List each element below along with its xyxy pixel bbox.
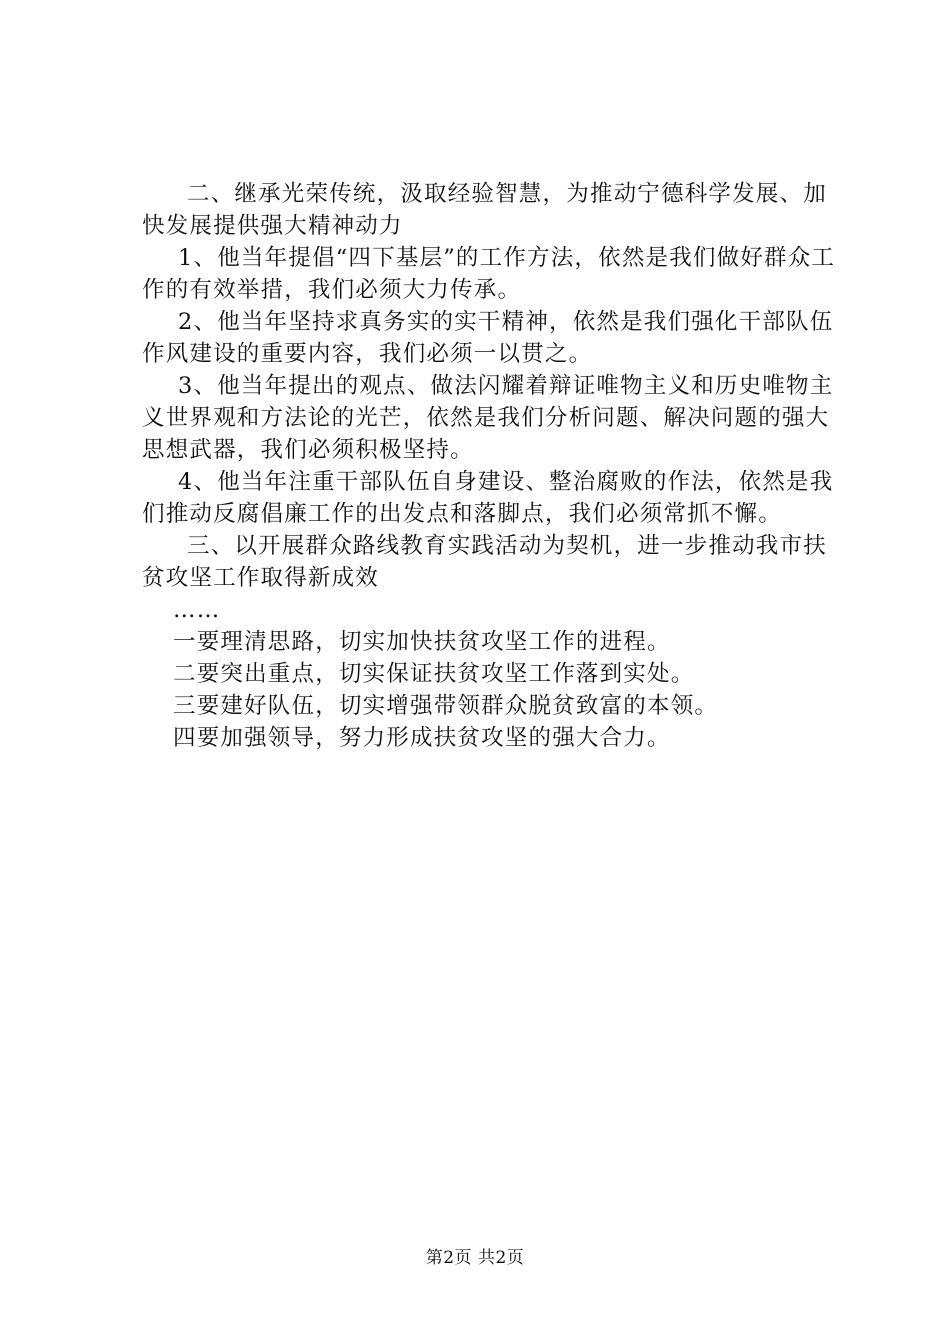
page-footer: 第2页 共2页 bbox=[425, 1248, 525, 1268]
ellipsis: …… bbox=[173, 597, 221, 623]
point-3: 3、他当年提出的观点、做法闪耀着辩证唯物主义和历史唯物主义世界观和方法论的光芒，依然是我们分析问题、解决问题的强大思想武器，我们必须积极坚持。 bbox=[142, 373, 834, 463]
point-4: 4、他当年注重干部队伍自身建设、整治腐败的作法，依然是我们推动反腐倡廉工作的出发点和落脚点，我们必须常抓不懈。 bbox=[142, 469, 834, 527]
item-1: 一要理清思路，切实加快扶贫攻坚工作的进程。 bbox=[173, 629, 671, 655]
point-2: 2、他当年坚持求真务实的实干精神，依然是我们强化干部队伍作风建设的重要内容，我们必须一以贯之。 bbox=[142, 309, 834, 367]
point-1: 1、他当年提倡“四下基层”的工作方法，依然是我们做好群众工作的有效举措，我们必须大力传承。 bbox=[142, 245, 836, 303]
document-body bbox=[142, 178, 842, 754]
section-heading-2: 二、继承光荣传统，汲取经验智慧，为推动宁德科学发展、加快发展提供强大精神动力 bbox=[142, 181, 827, 239]
section-heading-3: 三、以开展群众路线教育实践活动为契机，进一步推动我市扶贫攻坚工作取得新成效 bbox=[142, 533, 827, 591]
item-2: 二要突出重点，切实保证扶贫攻坚工作落到实处。 bbox=[173, 661, 695, 687]
item-3: 三要建好队伍，切实增强带领群众脱贫致富的本领。 bbox=[173, 693, 719, 719]
item-4: 四要加强领导，努力形成扶贫攻坚的强大合力。 bbox=[173, 725, 671, 751]
